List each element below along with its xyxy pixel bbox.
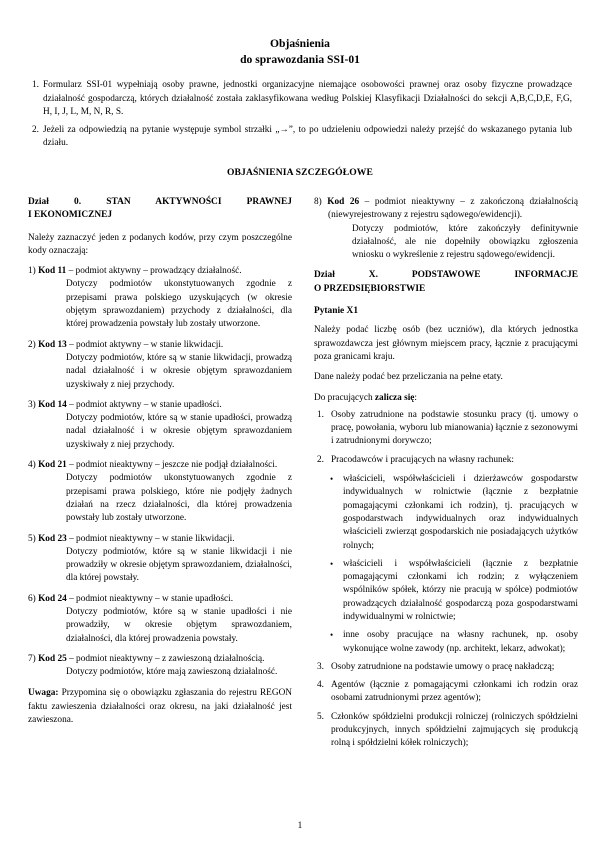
code-head-rest: – podmiot aktywny – w stanie likwidacji. xyxy=(66,339,224,350)
code-entry-head xyxy=(28,593,292,606)
code-entry-body: Dotyczy podmiotów ukonstytuowanych zgodnie z przepisami prawa polskiego, które nie podjęły żadnych działań na rzecz działalności, dla której prowadzenia powstały lub zostały utworzone. xyxy=(66,473,292,524)
list-item-number: 5. xyxy=(317,711,324,722)
list-item xyxy=(314,711,578,751)
code-label: Kod 24 xyxy=(38,593,67,604)
code-label: Kod 14 xyxy=(38,399,67,410)
code-marker: 6) xyxy=(28,593,36,604)
pracujacy-list-continued xyxy=(314,661,578,751)
code-head-rest: – podmiot nieaktywny – z zakończoną działalnością (niewyrejestrowany z rejestru sądowego/ewidencji). xyxy=(328,196,579,221)
code-head-rest: – podmiot nieaktywny – w stanie upadłości. xyxy=(66,593,234,604)
list-item xyxy=(314,454,578,467)
left-column xyxy=(28,196,292,757)
bullet-text: inne osoby pracujące na własny rachunek, np. osoby wykonujące wolne zawody (np. architekt, lekarz, adwokat); xyxy=(343,630,578,654)
uwaga-note xyxy=(28,687,292,727)
list-item-number: 1. xyxy=(317,409,324,420)
list-item-text: Pracodawców i pracujących na własny rachunek: xyxy=(331,454,515,465)
code-head-rest: – podmiot aktywny – w stanie upadłości. xyxy=(66,399,222,410)
list-item xyxy=(314,661,578,674)
title-line-1: Objaśnienia xyxy=(270,37,330,50)
code-entry-21 xyxy=(28,459,292,525)
code-entry-head xyxy=(28,653,292,666)
intro-item xyxy=(28,124,572,151)
code-entry-23 xyxy=(28,533,292,586)
dzial-0-line-2: I EKONOMICZNEJ xyxy=(28,210,113,221)
code-entry-11 xyxy=(28,265,292,331)
code-head-rest: – podmiot nieaktywny – z zawieszoną działalnością. xyxy=(66,653,265,664)
code-marker: 3) xyxy=(28,399,36,410)
list-item xyxy=(314,629,578,656)
code-entry-head xyxy=(28,533,292,546)
intro-item-number: 1. xyxy=(32,80,39,90)
list-item-number: 4. xyxy=(317,680,324,691)
right-column xyxy=(314,196,578,757)
code-marker: 7) xyxy=(28,653,36,664)
heading-dzial-x xyxy=(314,269,578,296)
code-label: Kod 13 xyxy=(38,339,67,350)
code-head-rest: – podmiot nieaktywny – jeszcze nie podjął działalności. xyxy=(66,460,278,471)
code-entry-body: Dotyczy podmiotów, które są w stanie upadłości i nie prowadziły, w okresie objętym sprawozdaniem, działalności, dla której prowadzenia powstały. xyxy=(66,606,292,644)
zalicza-bold: zalicza się xyxy=(374,392,415,403)
code-entry-body: Dotyczy podmiotów, które są w stanie likwidacji, prowadzą nadal działalność i w okresie objętym sprawozdaniem uzyskiwały z niej przychody. xyxy=(66,352,292,390)
list-item-number: 3. xyxy=(317,661,324,672)
bullet-text: właścicieli i współwłaścicieli (łącznie z bezpłatnie pomagającymi członkami ich rodzin; z wyłączeniem wspólników spółek, którzy nie pracują w spółce) podmiotów prowadzących działalność gospodarczą poza gospodarstwami indywidualnymi w rolnictwie; xyxy=(343,558,578,622)
code-entry-24 xyxy=(28,593,292,646)
dzial-0-line-1: Dział 0. STAN AKTYWNOŚCI PRAWNEJ xyxy=(28,196,292,207)
list-item-number: 2. xyxy=(317,454,324,465)
list-item-text: Agentów (łącznie z pomagającymi członkami ich rodzin oraz osobami zatrudnionymi przez agentów); xyxy=(331,680,578,704)
heading-pytanie-x1: Pytanie X1 xyxy=(314,306,359,317)
code-entry-head xyxy=(28,265,292,278)
list-item-text: Osoby zatrudnione na podstawie stosunku pracy (tj. umowy o pracę, powołania, wyboru lub mianowania) łącznie z sezonowymi i zatrudnionymi dorywczo; xyxy=(331,409,578,447)
code-entry-head xyxy=(28,399,292,412)
code-marker: 5) xyxy=(28,533,36,544)
code-label: Kod 23 xyxy=(38,533,67,544)
pracodawcy-bullet-list xyxy=(314,473,578,656)
code-entry-body: Dotyczy podmiotów, które zakończyły definitywnie działalność, ale nie dopełniły obowiązku zgłoszenia wniosku o wykreślenie z rejestru sądowego/ewidencji. xyxy=(352,223,578,261)
bullet-icon: • xyxy=(330,558,334,569)
code-entry-25 xyxy=(28,653,292,680)
list-item-text: Osoby zatrudnione na podstawie umowy o pracę nakładczą; xyxy=(331,661,555,672)
page-number: 1 xyxy=(297,821,303,831)
code-label: Kod 25 xyxy=(38,653,67,664)
list-item xyxy=(314,558,578,624)
heading-dzial-0 xyxy=(28,196,292,223)
bullet-icon: • xyxy=(330,630,334,641)
zalicza-sie-lead xyxy=(314,392,578,405)
code-marker: 4) xyxy=(28,460,36,471)
page-title xyxy=(28,36,572,67)
uwaga-label: Uwaga: xyxy=(28,688,59,699)
zalicza-prefix: Do pracujących xyxy=(314,392,375,403)
two-column-body xyxy=(28,196,579,757)
dzial-x-line-1: Dział X. PODSTAWOWE INFORMACJE xyxy=(314,270,578,281)
code-entry-26 xyxy=(314,196,578,262)
dzial-x-line-2: O PRZEDSIĘBIORSTWIE xyxy=(314,283,426,294)
list-item xyxy=(314,473,578,553)
code-marker: 1) xyxy=(28,266,36,277)
intro-item-text: Formularz SSI-01 wypełniają osoby prawne, jednostki organizacyjne niemające osobowości prawnej oraz osoby fizyczne prowadzące działalność gospodarczą, których działalność została zaklasyfikowana według Polskiej Klasyfikacji Działalności do sekcji A,B,C,D,E, F,G, H, I, J, L, M, N, R, S. xyxy=(43,80,572,118)
code-label: Kod 21 xyxy=(38,460,67,471)
section-heading-objasnienia-szczegolowe: OBJAŚNIENIA SZCZEGÓŁOWE xyxy=(227,166,373,178)
intro-item xyxy=(28,79,572,120)
code-entry-head xyxy=(314,196,578,223)
intro-list xyxy=(28,79,572,151)
list-item xyxy=(314,409,578,449)
code-marker: 8) xyxy=(314,196,322,207)
intro-item-text: Jeżeli za odpowiedzią na pytanie występuje symbol strzałki „→”, to po udzieleniu odpowiedzi należy przejść do wskazanego pytania lub działu. xyxy=(43,124,572,149)
pracujacy-list xyxy=(314,409,578,467)
right-paragraph: Należy podać liczbę osób (bez uczniów), dla których jednostka sprawozdawcza jest głównym miejscem pracy, łącznie z pracującymi poza granicami kraju. xyxy=(314,325,578,362)
bullet-text: właścicieli, współwłaścicieli i dzierżawców gospodarstw indywidualnych w rolnictwie (łącznie z bezpłatnie pomagającymi członkami ich rodzin), tj. pracujących w gospodarstwach indywidualnych oraz indywidualnych właścicieli zwierząt gospodarskich nie posiadających użytków rolnych; xyxy=(343,474,578,551)
left-intro-paragraph: Należy zaznaczyć jeden z podanych kodów, przy czym poszczególne kody oznaczają: xyxy=(28,232,292,256)
code-marker: 2) xyxy=(28,339,36,350)
code-head-rest: – podmiot aktywny – prowadzący działalność. xyxy=(66,266,242,277)
code-entry-13 xyxy=(28,339,292,392)
code-entry-14 xyxy=(28,399,292,452)
code-entry-body: Dotyczy podmiotów ukonstytuowanych zgodnie z przepisami prawa polskiego uzyskujących (w okresie objętym sprawozdaniem) przychody z działalności, dla której prowadzenia powstały lub zostały utworzone. xyxy=(66,279,292,330)
code-label: Kod 11 xyxy=(38,266,67,277)
bullet-icon: • xyxy=(330,474,334,485)
code-entry-head xyxy=(28,339,292,352)
code-label: Kod 26 xyxy=(327,196,360,207)
code-entry-body: Dotyczy podmiotów, które mają zawieszoną działalność. xyxy=(66,667,278,678)
code-entry-body: Dotyczy podmiotów, które są w stanie likwidacji i nie prowadziły w okresie objętym sprawozdaniem, działalności, dla której powstały. xyxy=(66,546,292,584)
code-entry-head xyxy=(28,459,292,472)
list-item xyxy=(314,679,578,706)
title-line-2: do sprawozdania SSI-01 xyxy=(240,52,360,66)
code-entry-body: Dotyczy podmiotów, które są w stanie upadłości, prowadzą nadal działalność i w okresie objętym sprawozdaniem uzyskiwały z niej przychody. xyxy=(66,413,292,450)
list-item-text: Członków spółdzielni produkcji rolniczej (rolniczych spółdzielni produkcyjnych, innych spółdzielni zajmujących się produkcją rolną i spółdzielni kółek rolniczych); xyxy=(331,711,578,749)
right-paragraph: Dane należy podać bez przeliczania na pełne etaty. xyxy=(314,372,503,383)
intro-item-number: 2. xyxy=(32,124,39,135)
zalicza-suffix: : xyxy=(414,392,418,403)
code-head-rest: – podmiot nieaktywny – w stanie likwidacji. xyxy=(66,533,235,544)
uwaga-text: Przypomina się o obowiązku zgłaszania do rejestru REGON faktu zawieszenia działalności oraz okresu, na jaki działalność jest zawieszona. xyxy=(28,688,292,726)
